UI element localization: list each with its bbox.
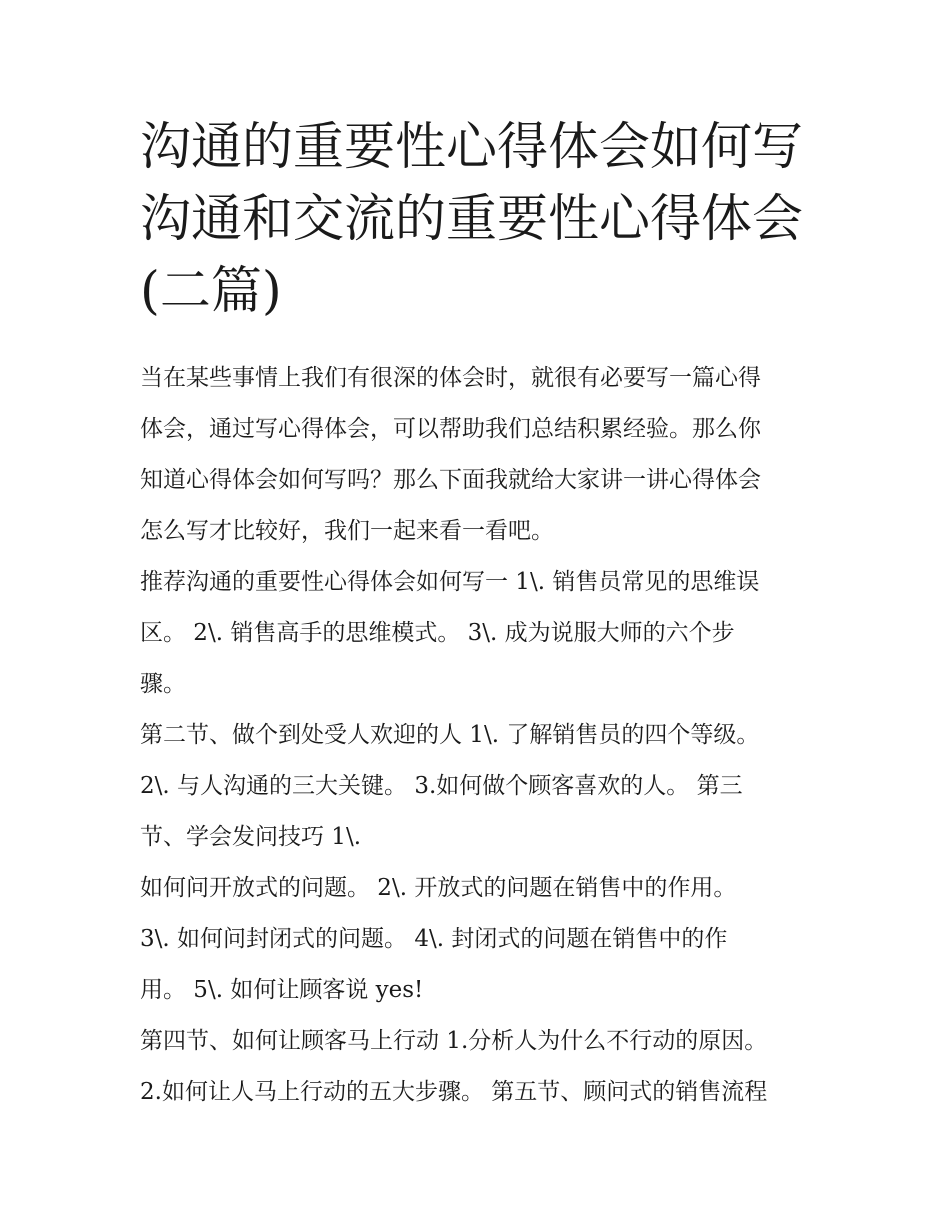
text-line: 第四节、如何让顾客马上行动 1.分析人为什么不行动的原因。 bbox=[140, 1028, 768, 1054]
title-line: 沟通和交流的重要性心得体会 bbox=[140, 190, 804, 249]
title-line: 沟通的重要性心得体会如何写 bbox=[140, 118, 804, 177]
title-line: (二篇) bbox=[140, 262, 282, 321]
section-three-paragraph bbox=[140, 863, 820, 1016]
text-line: 区。 2\. 销售高手的思维模式。 3\. 成为说服大师的六个步 bbox=[140, 620, 735, 646]
text-line: 知道心得体会如何写吗？那么下面我就给大家讲一讲心得体会 bbox=[140, 467, 761, 493]
section-two-paragraph bbox=[140, 710, 820, 863]
text-line: 怎么写才比较好，我们一起来看一看吧。 bbox=[140, 518, 554, 544]
text-line: 2.如何让人马上行动的五大步骤。 第五节、顾问式的销售流程 bbox=[140, 1079, 768, 1105]
text-line: 如何问开放式的问题。 2\. 开放式的问题在销售中的作用。 bbox=[140, 875, 737, 901]
text-line: 节、学会发问技巧 1\. bbox=[140, 824, 362, 850]
text-line: 当在某些事情上我们有很深的体会时，就很有必要写一篇心得 bbox=[140, 365, 761, 391]
section-four-paragraph bbox=[140, 1016, 820, 1118]
intro-paragraph bbox=[140, 353, 820, 557]
text-line: 骤。 bbox=[140, 671, 186, 697]
text-line: 3\. 如何问封闭式的问题。 4\. 封闭式的问题在销售中的作 bbox=[140, 926, 728, 952]
text-line: 用。 5\. 如何让顾客说 yes! bbox=[140, 977, 424, 1003]
text-line: 第二节、做个到处受人欢迎的人 1\. 了解销售员的四个等级。 bbox=[140, 722, 760, 748]
text-line: 体会，通过写心得体会，可以帮助我们总结积累经验。那么你 bbox=[140, 416, 761, 442]
section-one-paragraph bbox=[140, 557, 820, 710]
text-line: 推荐沟通的重要性心得体会如何写一 1\. 销售员常见的思维误 bbox=[140, 569, 760, 595]
text-line: 2\. 与人沟通的三大关键。 3.如何做个顾客喜欢的人。 第三 bbox=[140, 773, 743, 799]
document-title bbox=[140, 112, 820, 328]
document-body bbox=[140, 353, 820, 1118]
